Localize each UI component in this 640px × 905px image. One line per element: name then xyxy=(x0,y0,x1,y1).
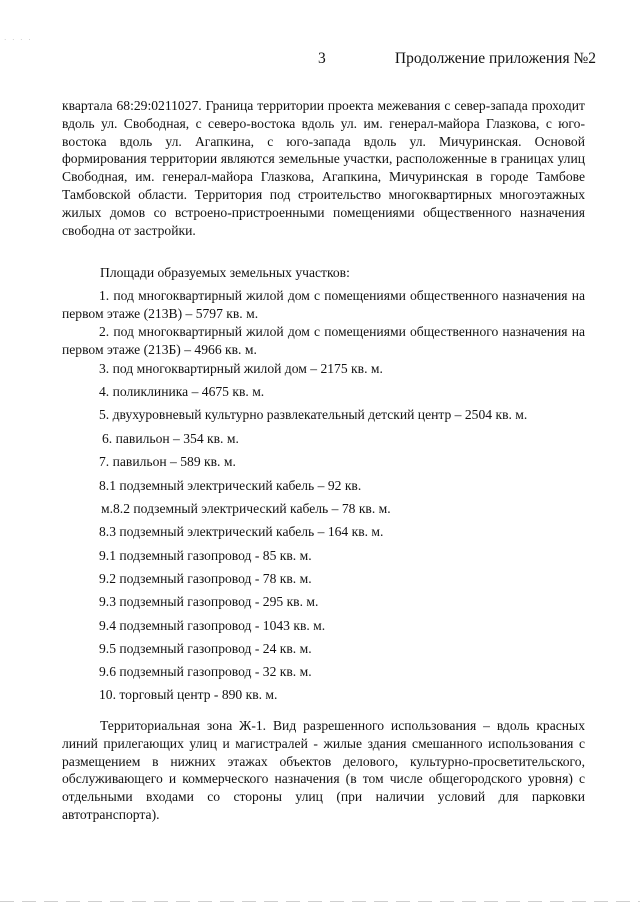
page-header-title: Продолжение приложения №2 xyxy=(394,50,596,67)
paragraph-boundary-description: квартала 68:29:0211027. Граница территории проекта межевания с север-запада проходит вдоль ул. Свободная, с северо-востока вдоль ул. им. генерал-майора Глазкова, с юго-востока вдоль ул. Агапкина, с юго-запада вдоль ул. Мичуринская. Основой формирования территории являются земельные участки, расположенные в границах улиц Свободная, им. генерал-майора Глазкова, Агапкина, Мичуринская в городе Тамбове Тамбовской области. Территория под строительство многоквартирных многоэтажных жилых домов со встроено-пристроенными помещениями общественного назначения свободна от застройки. xyxy=(62,98,585,238)
paragraph-territorial-zone: Территориальная зона Ж-1. Вид разрешенного использования – вдоль красных линий прилегающих улиц и магистралей - жилые здания смешанного использования с размещением в нижних этажах объектов делового, культурно-просветительского, обслуживающего и коммерческого назначения (в том числе общегородского уровня) с отдельными входами со стороны улиц (при наличии условий для парковки автотранспорта). xyxy=(62,718,585,822)
list-item: 10. торговый центр - 890 кв. м. xyxy=(99,687,278,702)
scan-specks: · · · · xyxy=(4,36,33,44)
list-item: 5. двухуровневый культурно развлекательный детский центр – 2504 кв. м. xyxy=(99,407,528,422)
list-item: 4. поликлиника – 4675 кв. м. xyxy=(99,384,265,399)
list-item: 9.1 подземный газопровод - 85 кв. м. xyxy=(99,548,312,563)
list-item: 9.4 подземный газопровод - 1043 кв. м. xyxy=(99,618,326,633)
list-item: 9.5 подземный газопровод - 24 кв. м. xyxy=(99,641,312,656)
list-item: 9.2 подземный газопровод - 78 кв. м. xyxy=(99,571,312,586)
list-item: 1. под многоквартирный жилой дом с помещениями общественного назначения на первом этаже (213В) – 5797 кв. м. xyxy=(62,288,585,321)
areas-intro-heading: Площади образуемых земельных участков: xyxy=(100,265,350,280)
list-item: 6. павильон – 354 кв. м. xyxy=(102,431,239,446)
list-item: 3. под многоквартирный жилой дом – 2175 кв. м. xyxy=(99,361,383,376)
list-item: 7. павильон – 589 кв. м. xyxy=(99,454,236,469)
list-item: 8.3 подземный электрический кабель – 164 кв. м. xyxy=(99,524,384,539)
list-item: м.8.2 подземный электрический кабель – 78 кв. м. xyxy=(101,501,391,516)
list-item: 9.6 подземный газопровод - 32 кв. м. xyxy=(99,664,312,679)
list-item: 2. под многоквартирный жилой дом с помещениями общественного назначения на первом этаже (213Б) – 4966 кв. м. xyxy=(62,324,585,357)
list-item: 9.3 подземный газопровод - 295 кв. м. xyxy=(99,594,319,609)
page-number: 3 xyxy=(318,50,326,67)
list-item: 8.1 подземный электрический кабель – 92 кв. xyxy=(99,478,362,493)
scan-edge-line xyxy=(0,901,640,902)
